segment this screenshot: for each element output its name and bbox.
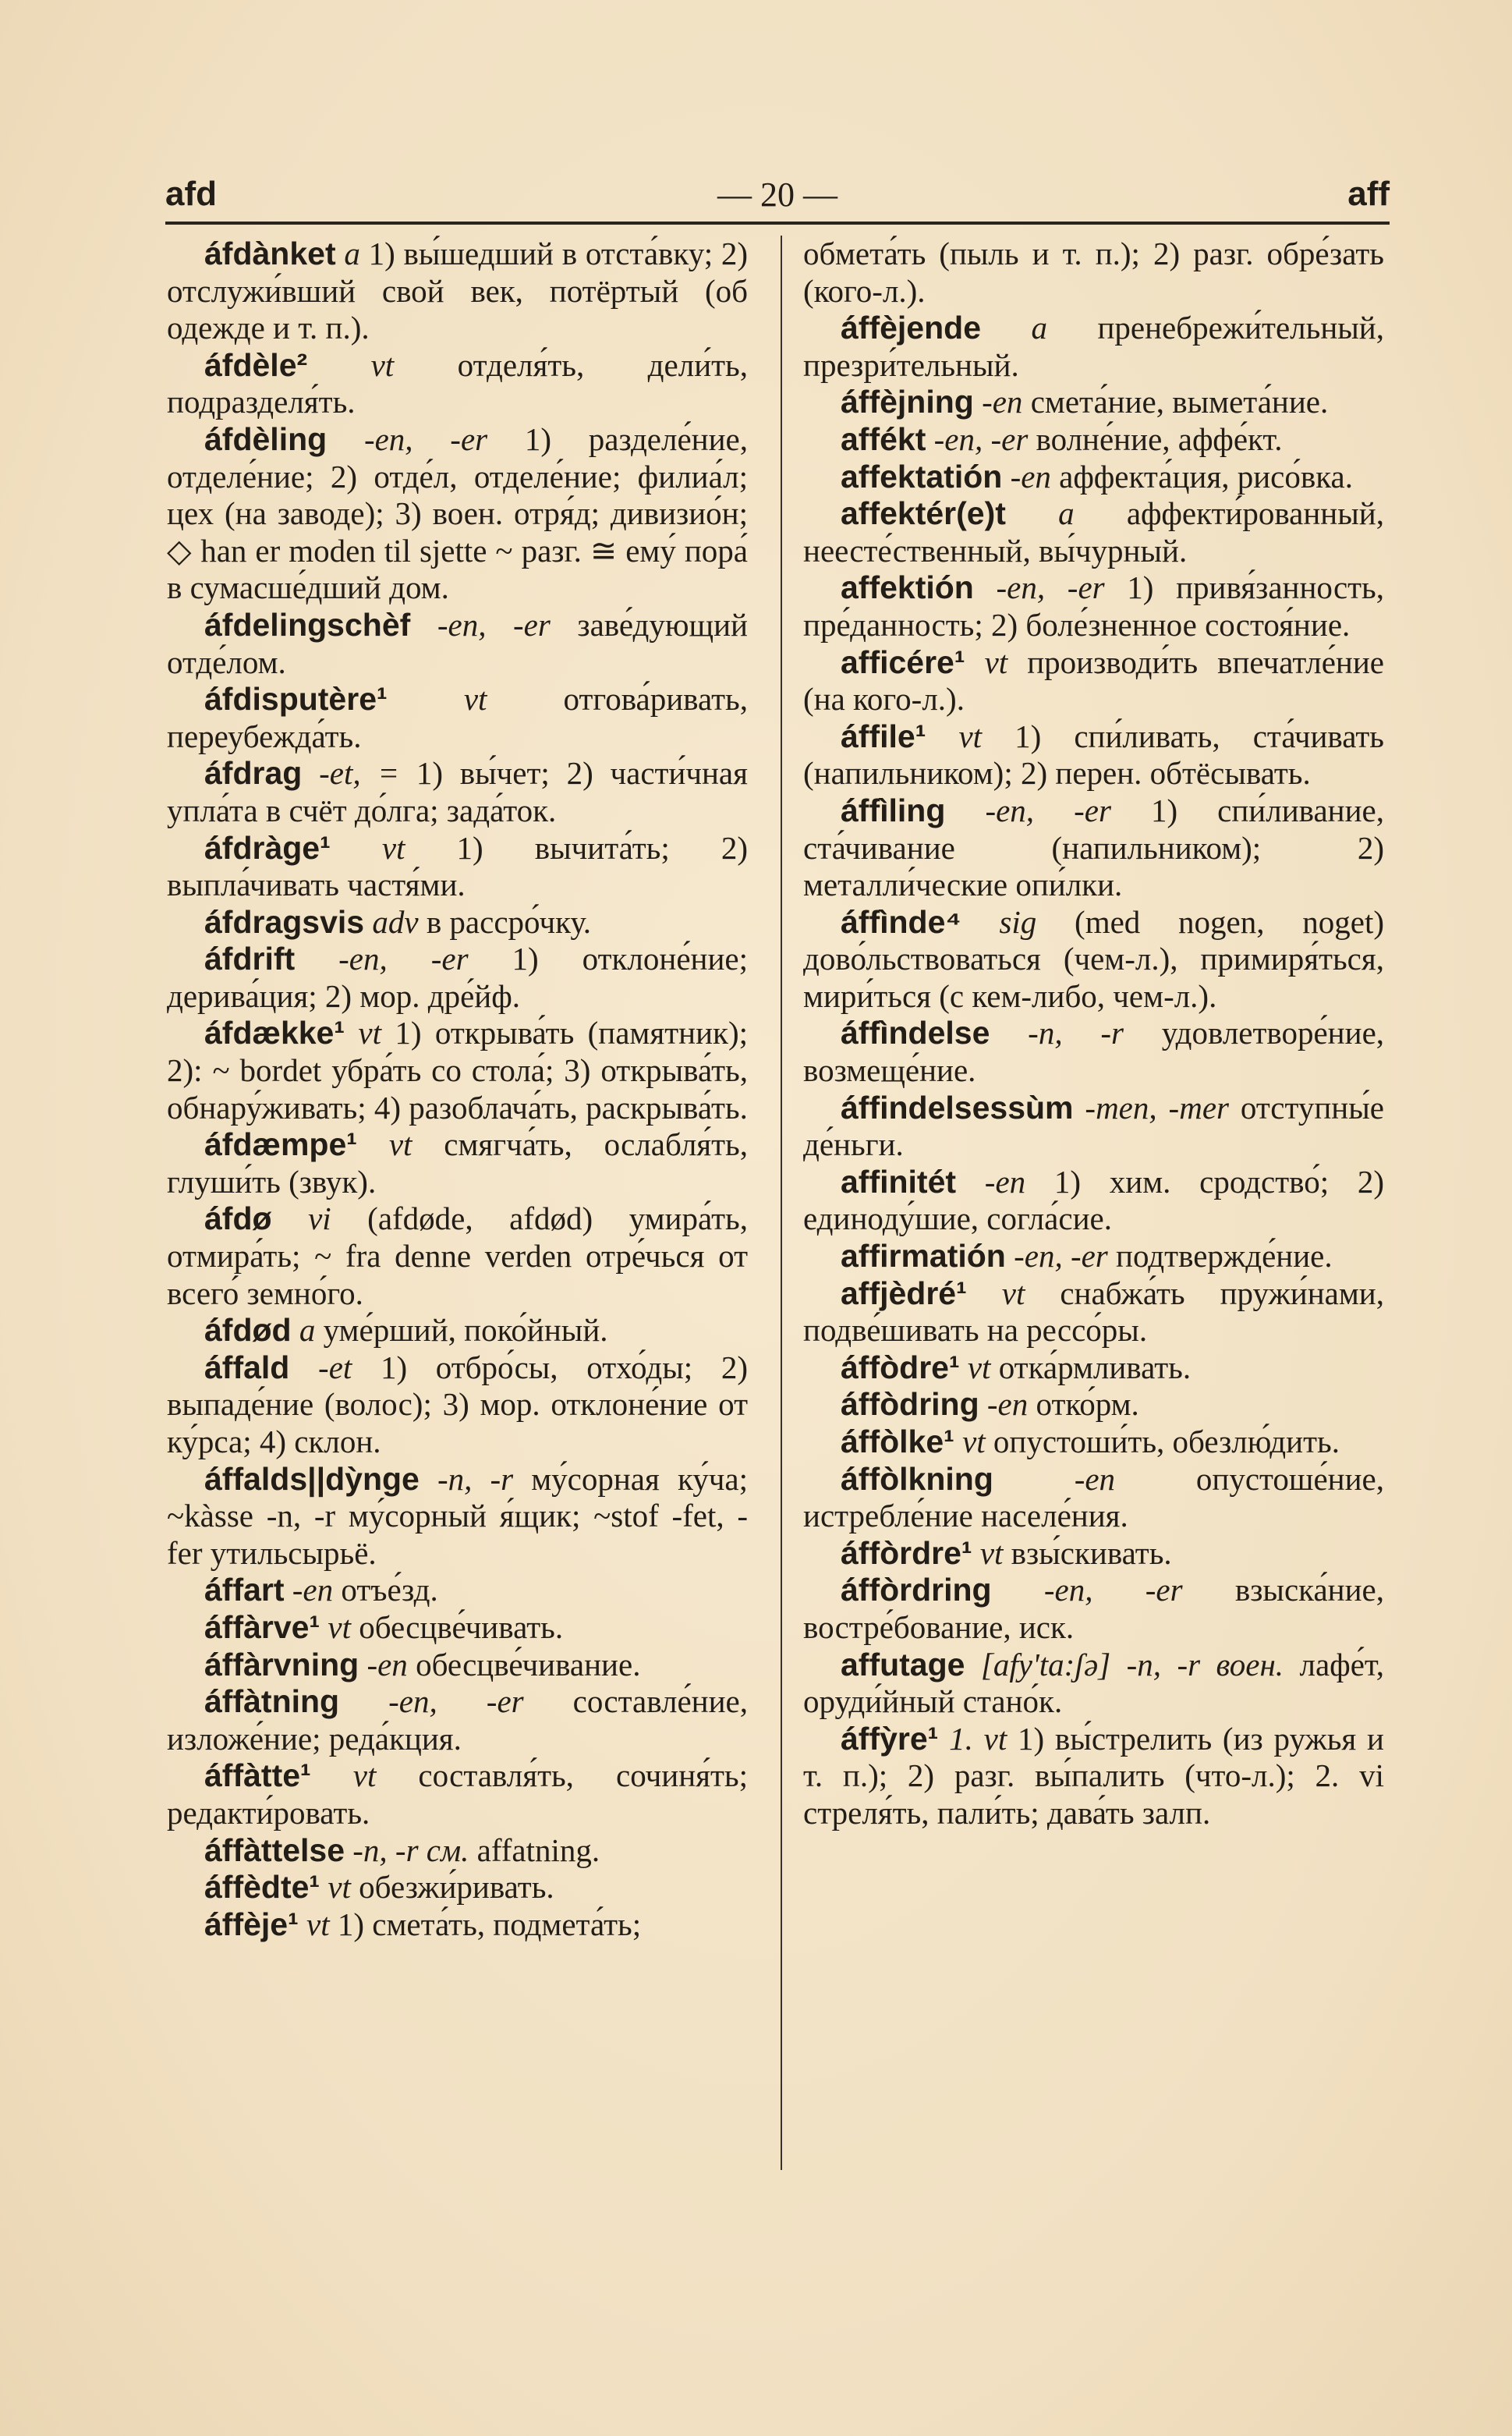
dictionary-entry bbox=[803, 1349, 1384, 1387]
entry-definition: пренебрежи́тельный, презри́тельный. bbox=[803, 310, 1384, 383]
entry-grammar: vi bbox=[308, 1200, 331, 1237]
entry-definition: отка́рмливать. bbox=[990, 1349, 1192, 1385]
entry-headword: áffart bbox=[204, 1572, 285, 1608]
entry-grammar: -en, -er bbox=[437, 606, 551, 643]
entry-definition: лафе́т, оруди́йный стано́к. bbox=[803, 1646, 1384, 1720]
entry-grammar: vt bbox=[388, 1126, 413, 1163]
entry-headword: áfdrift bbox=[204, 941, 296, 977]
dictionary-entry bbox=[167, 681, 748, 755]
entry-grammar: -en bbox=[982, 384, 1023, 420]
entry-definition: му́сорная ку́ча; ~kàsse -n, -r му́сорный я́щик; ~stof -fet, -fer утильсырьё. bbox=[167, 1460, 748, 1571]
entry-headword: áfdisputère¹ bbox=[204, 681, 388, 718]
entry-grammar: -n, -r bbox=[1028, 1015, 1124, 1051]
page-header bbox=[165, 170, 1390, 220]
dictionary-entry bbox=[167, 1349, 748, 1461]
entry-headword: áfdèling bbox=[204, 420, 328, 457]
dictionary-entry bbox=[167, 1015, 748, 1126]
right-column bbox=[803, 236, 1384, 1832]
header-rule bbox=[165, 222, 1390, 225]
entry-definition: взы́скивать. bbox=[1003, 1534, 1172, 1571]
dictionary-entry bbox=[803, 1721, 1384, 1832]
header-first-word: afd bbox=[165, 175, 217, 213]
dictionary-entry bbox=[803, 792, 1384, 904]
entry-headword: áfdànket bbox=[204, 236, 336, 271]
entry-headword: áfdød bbox=[204, 1312, 292, 1349]
left-column bbox=[167, 236, 748, 1943]
entry-grammar: vt bbox=[328, 1608, 351, 1645]
dictionary-entry bbox=[803, 421, 1384, 459]
entry-definition: (afdøde, afdød) умира́ть, отмира́ть; ~ fra denne verden отре́чься от всего́ земно́го. bbox=[167, 1200, 748, 1311]
dictionary-entry bbox=[803, 1090, 1384, 1164]
entry-definition: уме́рший, поко́йный. bbox=[315, 1312, 608, 1349]
entry-grammar: -en bbox=[1010, 458, 1051, 495]
dictionary-entry bbox=[167, 941, 748, 1015]
entry-definition: обесцве́чивать. bbox=[350, 1608, 564, 1645]
entry-grammar: vt bbox=[984, 644, 1008, 680]
entry-definition: отступны́е де́ньги. bbox=[803, 1089, 1384, 1163]
dictionary-entry bbox=[803, 718, 1384, 792]
entry-definition: 1) вы́шедший в отста́вку; 2) отслужи́вший свой век, потёртый (об одежде и т. п.). bbox=[167, 236, 749, 346]
entry-headword: áffòdring bbox=[841, 1386, 979, 1423]
dictionary-entry bbox=[803, 310, 1384, 384]
entry-grammar: -en, -er bbox=[338, 941, 469, 977]
entry-definition: опустоше́ние, истребле́ние населе́ния. bbox=[803, 1460, 1384, 1534]
entry-headword: áffèjning bbox=[841, 384, 974, 420]
entry-headword: áfdæmpe¹ bbox=[204, 1126, 357, 1163]
entry-grammar: -en, -er bbox=[1014, 1238, 1108, 1275]
entry-definition: 1) открыва́ть (памятник); 2): ~ bordet убра́ть со стола́; 3) открыва́ть, обнару́живать; 4) разоблача́ть, раскрыва́ть. bbox=[167, 1015, 749, 1126]
entry-definition: 1) вы́чет; 2) части́чная упла́та в счёт до́лга; зада́ток. bbox=[167, 755, 748, 828]
dictionary-entry bbox=[803, 1015, 1384, 1089]
entry-grammar: -en, -er bbox=[363, 420, 488, 457]
dictionary-entry bbox=[803, 569, 1384, 644]
entry-headword: áfdø bbox=[204, 1200, 272, 1237]
entry-grammar: -et, = bbox=[319, 755, 400, 792]
entry-headword: áfdrag bbox=[204, 755, 303, 792]
dictionary-entry bbox=[167, 1906, 748, 1944]
entry-definition: 1) вычита́ть; 2) выпла́чивать частя́ми. bbox=[167, 829, 748, 903]
dictionary-entry bbox=[167, 1683, 748, 1757]
dictionary-entry bbox=[167, 347, 748, 421]
entry-headword: áffàrve¹ bbox=[204, 1608, 320, 1645]
dictionary-entry bbox=[167, 607, 748, 681]
entry-definition: смета́ние, вымета́ние. bbox=[1022, 384, 1329, 420]
entry-definition: 1) смета́ть, подмета́ть; bbox=[329, 1906, 642, 1942]
page-number: — 20 — bbox=[717, 176, 837, 214]
dictionary-entry bbox=[167, 904, 748, 941]
dictionary-entry bbox=[167, 1200, 748, 1312]
entry-definition: снабжа́ть пружи́нами, подве́шивать на рессо́ры. bbox=[803, 1275, 1385, 1349]
entry-definition: в рассро́чку. bbox=[418, 903, 592, 940]
entry-headword: áfdække¹ bbox=[204, 1015, 345, 1051]
entry-grammar: -men, -mer bbox=[1085, 1089, 1229, 1126]
entry-grammar: adv bbox=[372, 903, 419, 940]
entry-headword: áffald bbox=[204, 1349, 290, 1385]
entry-grammar: vt bbox=[381, 829, 405, 866]
entry-grammar: -en bbox=[986, 1386, 1029, 1423]
entry-grammar: a bbox=[344, 236, 360, 271]
entry-definition: взыска́ние, востре́бование, иск. bbox=[803, 1572, 1384, 1645]
entry-grammar: -n, -r bbox=[437, 1460, 514, 1497]
dictionary-entry bbox=[803, 1238, 1384, 1275]
dictionary-entry bbox=[803, 1386, 1384, 1424]
entry-grammar: a bbox=[299, 1312, 316, 1349]
entry-grammar: vt bbox=[306, 1906, 330, 1942]
entry-definition: 1) привя́занность, пре́данность; 2) боле́зненное состоя́ние. bbox=[803, 569, 1385, 643]
dictionary-entry bbox=[803, 236, 1384, 310]
entry-headword: áfdràge¹ bbox=[204, 829, 331, 866]
entry-definition: 1) отклоне́ние; дерива́ция; 2) мор. дре́йф. bbox=[167, 941, 748, 1014]
entry-headword: áffỳre¹ bbox=[841, 1720, 939, 1757]
entry-grammar: -en, -er bbox=[388, 1683, 524, 1720]
entry-headword: áffàrvning bbox=[204, 1646, 359, 1683]
dictionary-entry bbox=[803, 1275, 1384, 1349]
dictionary-entry bbox=[803, 1164, 1384, 1238]
dictionary-entry bbox=[803, 1461, 1384, 1535]
dictionary-entry bbox=[167, 755, 748, 829]
entry-headword: affektér(e)t bbox=[841, 495, 1006, 532]
dictionary-entry bbox=[167, 1869, 748, 1906]
entry-definition: 1) спи́ливать, ста́чивать (напильником); 2) перен. обтёсывать. bbox=[803, 718, 1385, 792]
entry-definition: affatning. bbox=[469, 1831, 600, 1868]
entry-headword: áfdèle² bbox=[204, 346, 308, 383]
entry-headword: affutage bbox=[841, 1646, 965, 1683]
entry-headword: áffile¹ bbox=[841, 718, 926, 754]
entry-grammar: sig bbox=[999, 903, 1037, 940]
entry-definition: заве́дующий отде́лом. bbox=[167, 606, 748, 680]
entry-headword: affektatión bbox=[841, 458, 1003, 495]
entry-grammar: -en, -er bbox=[996, 569, 1105, 606]
dictionary-entry bbox=[803, 1647, 1384, 1721]
entry-grammar: vt bbox=[358, 1015, 381, 1051]
entry-grammar: vt bbox=[967, 1349, 991, 1385]
entry-grammar: -en bbox=[984, 1163, 1026, 1200]
entry-definition: обмета́ть (пыль и т. п.); 2) разг. обре́зать (кого-л.). bbox=[803, 236, 1384, 309]
dictionary-entry bbox=[803, 1424, 1384, 1461]
dictionary-entry bbox=[167, 421, 748, 607]
entry-grammar: vt bbox=[328, 1869, 351, 1906]
entry-headword: áffòlke¹ bbox=[841, 1424, 954, 1459]
entry-definition: отделя́ть, дели́ть, подразделя́ть. bbox=[167, 346, 749, 420]
dictionary-entry bbox=[803, 459, 1384, 496]
dictionary-entry bbox=[167, 1126, 748, 1200]
dictionary-entry bbox=[803, 644, 1384, 718]
dictionary-entry bbox=[167, 236, 748, 347]
dictionary-entry bbox=[803, 1535, 1384, 1573]
entry-headword: afficére¹ bbox=[841, 644, 965, 680]
entry-grammar: -et bbox=[318, 1349, 352, 1385]
dictionary-entry bbox=[167, 1832, 748, 1870]
dictionary-entry bbox=[167, 830, 748, 904]
entry-headword: affjèdré¹ bbox=[841, 1275, 967, 1311]
entry-grammar: -en bbox=[292, 1572, 334, 1608]
entry-definition: смягча́ть, ослабля́ть, глуши́ть (звук). bbox=[167, 1126, 749, 1200]
entry-grammar: a bbox=[1058, 495, 1075, 532]
entry-grammar: -en bbox=[1074, 1460, 1116, 1497]
entry-headword: áfdelingschèf bbox=[204, 606, 411, 643]
entry-grammar: vt bbox=[370, 346, 395, 383]
entry-definition: подтвержде́ние. bbox=[1107, 1238, 1333, 1275]
entry-definition: отъе́зд. bbox=[333, 1572, 438, 1608]
entry-definition: обезжи́ривать. bbox=[350, 1869, 554, 1906]
entry-grammar: 1. vt bbox=[949, 1720, 1007, 1757]
entry-definition: 1) отбро́сы, отхо́ды; 2) выпаде́ние (волос); 3) мор. отклоне́ние от ку́рса; 4) склон. bbox=[167, 1349, 749, 1459]
dictionary-entry bbox=[167, 1572, 748, 1609]
entry-grammar: vt bbox=[1001, 1275, 1025, 1311]
entry-headword: áffòlkning bbox=[841, 1460, 993, 1497]
entry-definition: отгова́ривать, переубежда́ть. bbox=[167, 681, 749, 754]
entry-grammar: -en, -er bbox=[985, 792, 1111, 828]
entry-grammar: vt bbox=[958, 718, 983, 754]
entry-headword: áffìndelse bbox=[841, 1015, 990, 1051]
dictionary-entry bbox=[167, 1609, 748, 1647]
dictionary-entry bbox=[803, 904, 1384, 1016]
entry-headword: affirmatión bbox=[841, 1238, 1006, 1275]
entry-headword: áffìnde⁴ bbox=[841, 903, 961, 940]
entry-grammar: -en, -er bbox=[933, 420, 1029, 457]
entry-definition: отко́рм. bbox=[1028, 1386, 1139, 1423]
entry-headword: áffalds||dỳnge bbox=[204, 1460, 420, 1497]
dictionary-entry bbox=[803, 1572, 1384, 1646]
entry-headword: áfdragsvis bbox=[204, 903, 365, 940]
entry-grammar: -n, -r см. bbox=[352, 1831, 469, 1868]
entry-headword: áffòrdre¹ bbox=[841, 1534, 972, 1571]
entry-headword: áffindelsessùm bbox=[841, 1089, 1074, 1126]
entry-definition: производи́ть впечатле́ние (на кого-л.). bbox=[803, 644, 1385, 718]
entry-grammar: [afy'ta:ʃə] -n, -r воен. bbox=[980, 1646, 1284, 1683]
entry-headword: áffàtning bbox=[204, 1683, 340, 1720]
entry-definition: составле́ние, изложе́ние; реда́кция. bbox=[167, 1683, 748, 1757]
dictionary-entry bbox=[167, 1757, 748, 1831]
entry-headword: áffìling bbox=[841, 792, 946, 828]
entry-headword: áffàtte¹ bbox=[204, 1757, 311, 1794]
entry-grammar: vt bbox=[979, 1534, 1004, 1571]
entry-headword: affinitét bbox=[841, 1163, 957, 1200]
entry-definition: опустоши́ть, обезлю́дить. bbox=[985, 1424, 1340, 1459]
dictionary-entry bbox=[167, 1461, 748, 1573]
entry-definition: 1) спи́ливание, ста́чивание (напильником); 2) металли́ческие опи́лки. bbox=[803, 792, 1384, 903]
entry-grammar: vt bbox=[352, 1757, 377, 1794]
entry-headword: áffàttelse bbox=[204, 1831, 345, 1868]
entry-definition: 1) хим. сродство́; 2) единоду́шие, согла́сие. bbox=[803, 1163, 1385, 1237]
dictionary-entry bbox=[167, 1647, 748, 1684]
entry-definition: (med nogen, noget) дово́льствоваться (чем-л.), примиря́ться, мири́ться (с кем-либо, чем-л.). bbox=[803, 903, 1385, 1014]
entry-definition: 1) разделе́ние, отделе́ние; 2) отде́л, отделе́ние; филиа́л; цех (на заводе); 3) воен. отря́д; дивизио́н; ◇ han er moden til sjette ~ разг. ≅ ему́ пора́ в сумасше́дший дом. bbox=[167, 420, 748, 606]
entry-grammar: -en, -er bbox=[1043, 1572, 1183, 1608]
entry-definition: удовлетворе́ние, возмеще́ние. bbox=[803, 1015, 1385, 1089]
dictionary-entry bbox=[803, 495, 1384, 569]
entry-headword: áffòdre¹ bbox=[841, 1349, 960, 1385]
entry-headword: áffòrdring bbox=[841, 1572, 992, 1608]
entry-definition: аффекти́рованный, неесте́ственный, вы́чурный. bbox=[803, 495, 1384, 569]
entry-definition: обесцве́чивание. bbox=[407, 1646, 641, 1683]
entry-grammar: a bbox=[1031, 310, 1047, 346]
entry-headword: áffèjende bbox=[841, 310, 981, 346]
dictionary-entry bbox=[167, 1312, 748, 1349]
entry-grammar: vt bbox=[962, 1424, 986, 1459]
entry-definition: 1) вы́стрелить (из ружья и т. п.); 2) разг. вы́палить (что-л.); 2. vi стреля́ть, пали́ть; дава́ть залп. bbox=[803, 1720, 1384, 1831]
entry-grammar: vt bbox=[463, 681, 487, 718]
dictionary-entry bbox=[803, 384, 1384, 421]
entry-definition: аффекта́ция, рисо́вка. bbox=[1050, 458, 1353, 495]
column-divider bbox=[781, 236, 782, 2170]
entry-grammar: -en bbox=[366, 1646, 408, 1683]
entry-definition: составля́ть, сочиня́ть; редакти́ровать. bbox=[167, 1757, 748, 1831]
header-last-word: aff bbox=[1347, 175, 1390, 213]
entry-headword: áffèje¹ bbox=[204, 1906, 299, 1942]
entry-headword: affékt bbox=[841, 420, 926, 457]
entry-definition: волне́ние, аффе́кт. bbox=[1028, 420, 1283, 457]
entry-headword: áffèdte¹ bbox=[204, 1869, 320, 1906]
entry-headword: affektión bbox=[841, 569, 974, 606]
